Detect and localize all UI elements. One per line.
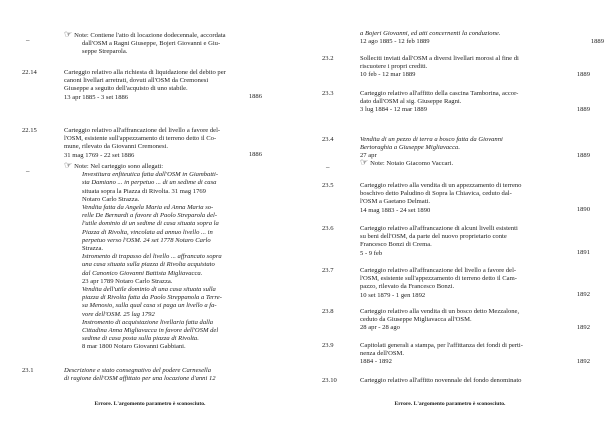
note-dash: –	[26, 167, 30, 175]
entry-note-3: ☞ Note: Notaio Giacomo Vaccari.	[360, 157, 454, 167]
pointing-hand-icon: ☞	[64, 160, 73, 170]
page-footer: Errore. L'argomento parametro è sconosciuto.	[394, 401, 506, 407]
pointing-hand-icon: ☞	[64, 29, 73, 39]
pointing-hand-icon: ☞	[360, 157, 369, 167]
note-dash: –	[26, 36, 30, 44]
entry-note-1: ☞ Note: Contiene l'atto di locazione dodecennale, accordata dall'OSM a Ragni Giuseppe, Bojeri Giovanni e Giu- seppe Streparola.	[64, 29, 226, 56]
note-dash: –	[326, 163, 330, 171]
entry-note-2: ☞ Note: Nel carteggio sono allegati: Investitura enfiteutica fatta dall'OSM in Giambatti- sta Damiano ... in perpetuo ... di un sedime di casa situata sopra la Piazza di Rivolta. 31 mag 1769 Notaro Carlo Strazza. Vendita fatta da Angela Maria ed Anna Maria so- relle De Bernardi a favore di Paolo Streparola del- l'utile dominio di un sedime di casa situata sopra la Piazza di Rivolta, vincolata ad annuo livello ... in perpetuo verso l'OSM. 24 set 1778 Notaro Carlo Strazza. Istromento di trapasso del livello ... affrancato sopra una casa situata sulla piazza di Rivolta acquistato dal Canonico Giovanni Battista Migliavacca. 23 apr 1789 Notaro Carlo Strazza. Vendita dell'utile dominio di una casa situata sulla piazza di Rivolta fatta da Paolo Streppanola a Terre- sa Menosio, sulla qual casa si paga un livello a fa- vore dell'OSM. 25 lug 1792 Instromento di acquistazione livellaria fatta dalla Cittadina Anna Migliavacca in favore dell'OSM del sedime di casa posta sulla piazza di Rivolta. 8 mar 1800 Notaro Giovanni Gabbiani.	[64, 160, 222, 351]
entry-23-1-continued: a Bojeri Giovanni, ed atti concernenti la conduzione. 12 ago 1885 - 12 feb 1889 1889	[360, 30, 604, 46]
right-page: a Bojeri Giovanni, ed atti concernenti la conduzione. 12 ago 1885 - 12 feb 1889 1889 23.2 Solleciti inviati dall'OSM a diversi livellari morosi al fine di riscuotere i propri crediti. 10 feb - 12 mar 1889 1889 23.3 Carteggio relativo all'affitto della cascina Tamborina, accor- dato dall'OSM al sig. Giuseppe Ragni. 3 lug 1884 - 12 mar 1889 1889 23.4 Vendita di un pezzo di terra a bosco fatta da Giovanni Bertoraghia a Giuseppe Migliavacca. 27 apr 1889 – ☞ Note: Notaio Giacomo Vaccari. 23.5 Carteggio relativo alla vendita di un appezzamento di terreno boschivo detto Paludino di Sopra la Chiavica, ceduto dal- l'OSM a Gaetano Delmati. 14 mag 1883 - 24 set 1890 1890 23.6 Carteggio relativo all'affrancazione di alcuni livelli esistenti su beni dell'OSM, da parte del nuovo proprietario conte Francesco Bonzi di Crema. 5 - 9 feb 1891 23.7 Carteggio relativo all'affrancazione del livello a favore del- l'OSM, esistente sull'appezzamento di terreno detto il Cam- pazzo, rilevato da Francesco Bonzi. 10 set 1879 - 1 gen 1892 1892 23.8 Carteggio relativo alla vendita di un bosco detto Mezzalone, ceduto da Giuseppe Migliavacca all'OSM. 28 apr - 28 ago 1892 23.9 Capitolati generali a stampa, per l'affittanza dei fondi di perti- nenza dell'OSM. 1884 - 1892 1892 23.10 Carteggio relativo all'affitto novennale del fondo denominato Errore. L'argomento parametro è sconosciuto.	[300, 0, 600, 424]
left-page: – ☞ Note: Contiene l'atto di locazione dodecennale, accordata dall'OSM a Ragni Giuseppe, Bojeri Giovanni e Giu- seppe Streparola. 22.14 Carteggio relativo alla richiesta di liquidazione del debito per canoni livellari arretrati, dovuti all'OSM da Cremonesi Giuseppe a seguito dell'acquisto di uno stabile. 13 apr 1885 - 3 set 1886 1886 22.15 Carteggio relativo all'affrancazione del livello a favore del- l'OSM, esistente sull'appezzamento di terreno detto il Co- mune, rilevato da Giovanni Cremonesi. 31 mag 1769 - 22 set 1886 1886 – ☞ Note: Nel carteggio sono allegati: Investitura enfiteutica fatta dall'OSM in Giambatti- sta Damiano ... in perpetuo ... di un sedime di casa situata sopra la Piazza di Rivolta. 31 mag 1769 Notaro Carlo Strazza. Vendita fatta da Angela Maria ed Anna Maria so- relle De Bernardi a favore di Paolo Streparola del- l'utile dominio di un sedime di casa situata sopra la Piazza di Rivolta, vincolata ad annuo livello ... in perpetuo verso l'OSM. 24 set 1778 Notaro Carlo Strazza. Istromento di trapasso del livello ... affrancato sopra una casa situata sulla piazza di Rivolta acquistato dal Canonico Giovanni Battista Migliavacca. 23 apr 1789 Notaro Carlo Strazza. Vendita dell'utile dominio di una casa situata sulla piazza di Rivolta fatta da Paolo Streppanola a Terre- sa Menosio, sulla qual casa si paga un livello a fa- vore dell'OSM. 25 lug 1792 Instromento di acquistazione livellaria fatta dalla Cittadina Anna Migliavacca in favore dell'OSM del sedime di casa posta sulla piazza di Rivolta. 8 mar 1800 Notaro Giovanni Gabbiani. 23.1 Descrizione e stato consegnativo del podere Carnesella di ragione dell'OSM affittato per una locazione d'anni 12 Errore. L'argomento parametro è sconosciuto.	[0, 0, 300, 424]
page-footer: Errore. L'argomento parametro è sconosciuto.	[94, 401, 206, 407]
